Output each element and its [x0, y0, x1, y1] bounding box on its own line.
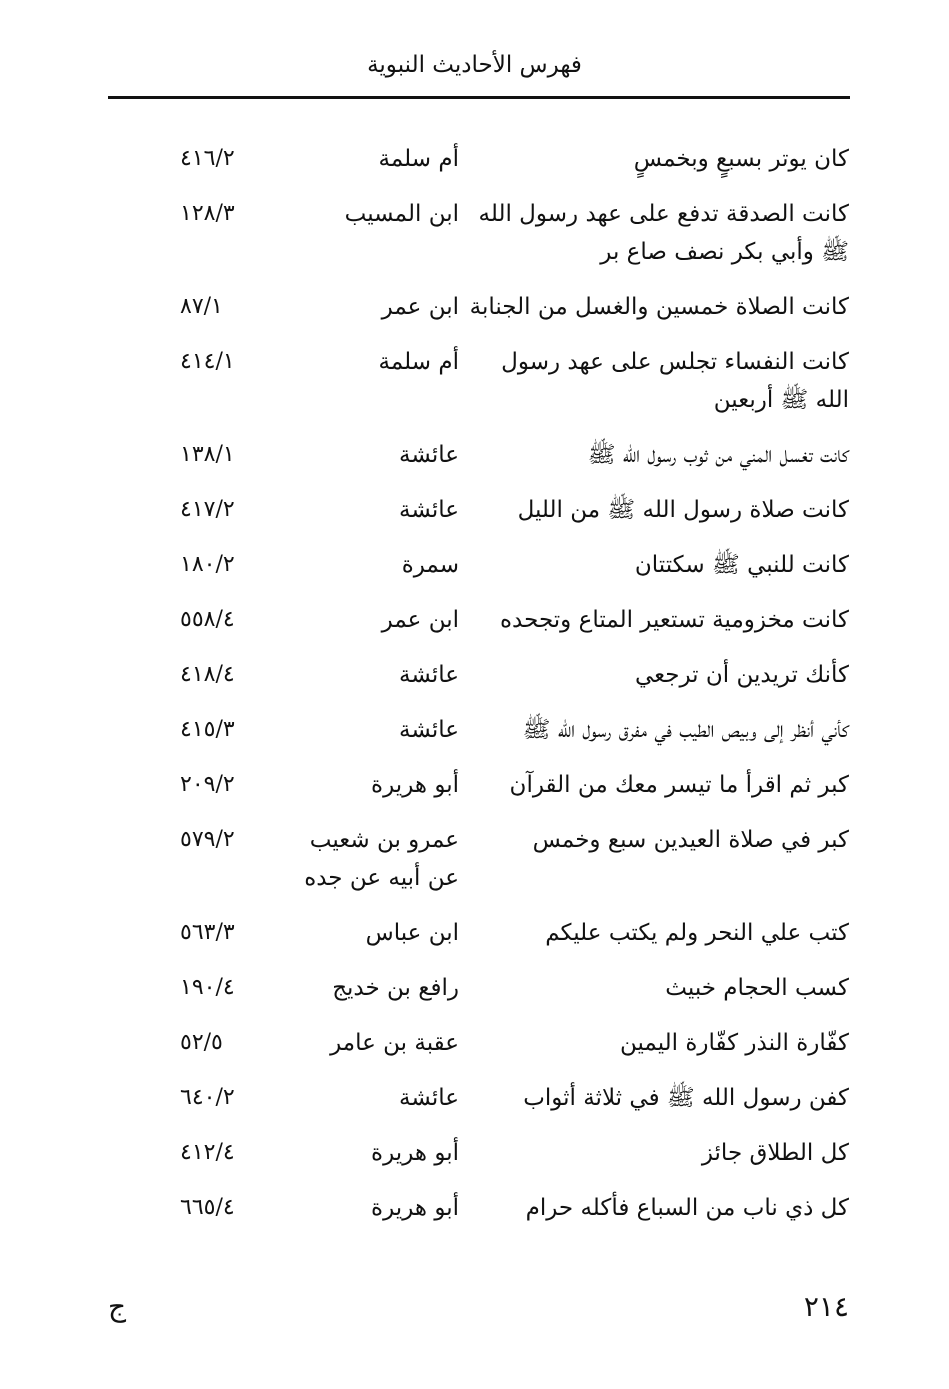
- hadith-text: كانت مخزومية تستعير المتاع وتجحده: [499, 607, 849, 633]
- narrator: أم سلمة: [378, 349, 459, 375]
- reference: ٦٤٠/٢: [180, 1085, 235, 1110]
- reference: ١٨٠/٢: [180, 552, 235, 577]
- reference: ٥٦٣/٣: [180, 920, 235, 945]
- reference: ١٣٨/١: [180, 442, 235, 467]
- narrator: عائشة: [399, 717, 459, 743]
- hadith-text: كبر في صلاة العيدين سبع وخمس: [532, 827, 849, 853]
- index-entry: [0, 140, 949, 178]
- hadith-text: كتب علي النحر ولم يكتب عليكم: [545, 920, 849, 946]
- hadith-text: كل ذي ناب من السباع فأكله حرام: [525, 1195, 849, 1221]
- narrator: عائشة: [399, 442, 459, 468]
- index-entry: [0, 969, 949, 1007]
- reference: ٤١٨/٤: [180, 662, 235, 687]
- hadith-text: كل الطلاق جائز: [701, 1140, 849, 1166]
- index-entry: [0, 601, 949, 639]
- reference: ٤١٦/٢: [180, 146, 235, 171]
- narrator: رافع بن خديج: [332, 975, 459, 1001]
- index-entry: [0, 195, 949, 271]
- narrator: أبو هريرة: [371, 1140, 459, 1166]
- narrator: ابن عمر: [381, 294, 459, 320]
- header-divider: [108, 96, 850, 99]
- narrator: عائشة: [399, 497, 459, 523]
- index-entry: [0, 546, 949, 584]
- hadith-text: كانت الصدقة تدفع على عهد رسول الله ﷺ وأبي بكر نصف صاع بر: [478, 201, 849, 265]
- page-number: ٢١٤: [803, 1290, 849, 1323]
- index-entry: [0, 821, 949, 897]
- hadith-text: كان يوتر بسبعٍ وبخمسٍ: [633, 146, 849, 172]
- reference: ٥٢/٥: [180, 1030, 223, 1055]
- reference: ١٢٨/٣: [180, 201, 235, 226]
- index-entry: [0, 656, 949, 694]
- hadith-text: كفن رسول الله ﷺ في ثلاثة أثواب: [523, 1085, 849, 1111]
- narrator: ابن عمر: [381, 607, 459, 633]
- narrator: عائشة: [399, 662, 459, 688]
- hadith-index-list: [0, 140, 949, 1244]
- reference: ٤١٢/٤: [180, 1140, 235, 1165]
- index-entry: [0, 1079, 949, 1117]
- reference: ١٩٠/٤: [180, 975, 235, 1000]
- narrator: عقبة بن عامر: [330, 1030, 459, 1056]
- signature-mark: ج: [108, 1290, 127, 1323]
- reference: ٤١٧/٢: [180, 497, 235, 522]
- reference: ٦٦٥/٤: [180, 1195, 235, 1220]
- index-entry: [0, 1189, 949, 1227]
- hadith-text: كبر ثم اقرأ ما تيسر معك من القرآن: [509, 772, 849, 798]
- hadith-text: كانت الصلاة خمسين والغسل من الجنابة: [469, 294, 849, 320]
- hadith-text: كانت تغسل المني من ثوب رسول الله ﷺ: [587, 442, 849, 468]
- index-entry: [0, 491, 949, 529]
- reference: ٤١٤/١: [180, 349, 235, 374]
- index-entry: [0, 711, 949, 749]
- index-entry: [0, 766, 949, 804]
- index-entry: [0, 288, 949, 326]
- reference: ٥٧٩/٢: [180, 827, 235, 852]
- page-header-title: فهرس الأحاديث النبوية: [367, 52, 582, 78]
- narrator: ابن المسيب: [344, 201, 459, 227]
- reference: ٢٠٩/٢: [180, 772, 235, 797]
- hadith-text: كفّارة النذر كفّارة اليمين: [619, 1030, 849, 1056]
- narrator: ابن عباس: [365, 920, 459, 946]
- hadith-text: كانت النفساء تجلس على عهد رسول الله ﷺ أربعين: [501, 349, 849, 413]
- narrator: أم سلمة: [378, 146, 459, 172]
- index-entry: [0, 914, 949, 952]
- hadith-text: كسب الحجام خبيث: [665, 975, 849, 1001]
- reference: ٤١٥/٣: [180, 717, 235, 742]
- hadith-text: كانت صلاة رسول الله ﷺ من الليل: [517, 497, 849, 523]
- narrator: أبو هريرة: [371, 772, 459, 798]
- reference: ٨٧/١: [180, 294, 223, 319]
- index-entry: [0, 1134, 949, 1172]
- reference: ٥٥٨/٤: [180, 607, 235, 632]
- hadith-text: كانت للنبي ﷺ سكتتان: [634, 552, 849, 578]
- index-entry: [0, 436, 949, 474]
- index-entry: [0, 1024, 949, 1062]
- narrator: أبو هريرة: [371, 1195, 459, 1221]
- index-entry: [0, 343, 949, 419]
- hadith-text: كأنك تريدين أن ترجعي: [634, 662, 849, 688]
- hadith-text: كأني أنظر إلى وبيص الطيب في مفرق رسول الله ﷺ: [522, 717, 849, 743]
- narrator: عائشة: [399, 1085, 459, 1111]
- narrator: سمرة: [401, 552, 459, 578]
- narrator: عمرو بن شعيب عن أبيه عن جده: [304, 827, 459, 891]
